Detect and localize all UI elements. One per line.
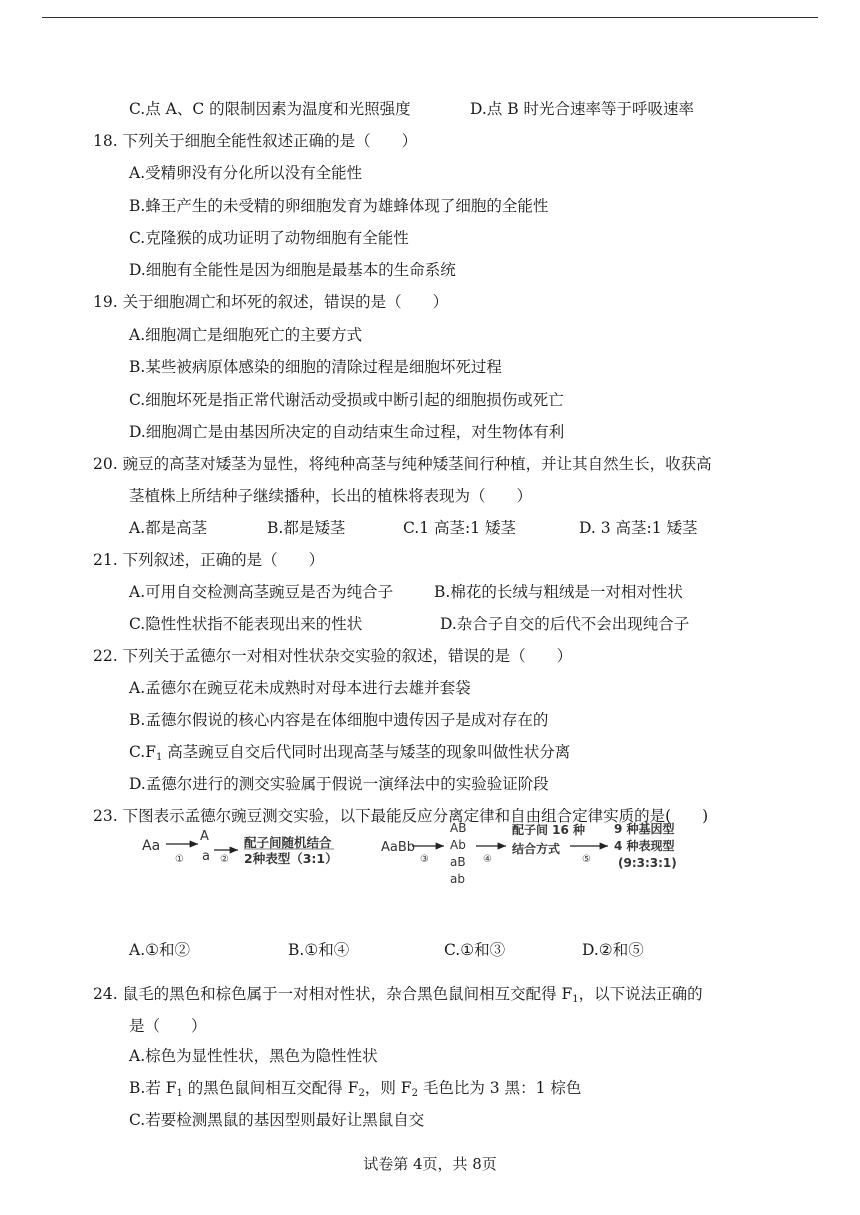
q22-option-d: D.孟德尔进行的测交实验属于假说一演绎法中的实验验证阶段 bbox=[129, 775, 549, 793]
result-2-line3: (9:3:3:1) bbox=[618, 856, 677, 870]
q22-option-c: $C.F_1$ 高茎豌豆自交后代同时出现高茎与矮茎的现象叫做性状分离 bbox=[129, 743, 571, 763]
step-5-label: ⑤ bbox=[582, 854, 591, 865]
gamete-ab-3: aB bbox=[450, 855, 466, 869]
q20-stem-line2: 茎植株上所结种子继续播种，长出的植株将表现为（ ） bbox=[129, 487, 533, 505]
q23-option-a: A.①和② bbox=[129, 941, 191, 959]
q20-option-c: C.1 高茎:1 矮茎 bbox=[403, 519, 517, 537]
q23-option-c: C.①和③ bbox=[444, 941, 506, 959]
q18-option-a: A.受精卵没有分化所以没有全能性 bbox=[129, 164, 363, 182]
genotype-aa: Aa bbox=[142, 838, 161, 854]
q20-option-d: D. 3 高茎:1 矮茎 bbox=[579, 519, 698, 537]
q24-option-b: B.若 $F_1$ 的黑色鼠间相互交配得 $F_2$，则 $F_2$ 毛色比为 3 黑：1 棕色 bbox=[129, 1079, 582, 1099]
q19-option-a: A.细胞凋亡是细胞死亡的主要方式 bbox=[129, 326, 363, 344]
q21-stem: 21. 下列叙述，正确的是（ ） bbox=[93, 551, 325, 569]
q19-option-c: C.细胞坏死是指正常代谢活动受损或中断引起的细胞损伤或死亡 bbox=[129, 391, 564, 409]
q21-option-a: A.可用自交检测高茎豌豆是否为纯合子 bbox=[129, 583, 394, 601]
q18-option-d: D.细胞有全能性是因为细胞是最基本的生命系统 bbox=[129, 261, 456, 279]
q21-option-b: B.棉花的长绒与粗绒是一对相对性状 bbox=[434, 583, 683, 601]
genotype-aabb: AaBb bbox=[381, 840, 416, 855]
q24-stem-line2: 是（ ） bbox=[129, 1017, 207, 1035]
q17-option-c: C.点 A、C 的限制因素为温度和光照强度 bbox=[129, 100, 411, 118]
q24-option-a: A.棕色为显性性状，黑色为隐性性状 bbox=[129, 1047, 378, 1065]
q23-option-b: B.①和④ bbox=[288, 941, 350, 959]
result-1-line2: 2种表型（3:1） bbox=[244, 851, 338, 866]
q21-option-d: D.杂合子自交的后代不会出现纯合子 bbox=[440, 615, 690, 633]
step-1-label: ① bbox=[175, 854, 184, 865]
q20-option-a: A.都是高茎 bbox=[129, 519, 208, 537]
q24-option-c: C.若要检测黑鼠的基因型则最好让黑鼠自交 bbox=[129, 1111, 425, 1129]
q22-stem: 22. 下列关于孟德尔一对相对性状杂交实验的叙述，错误的是（ ） bbox=[93, 647, 573, 665]
q24-stem-line1: 24. 鼠毛的黑色和棕色属于一对相对性状，杂合黑色鼠间相互交配得 $F_1$，以下说法正确的 bbox=[93, 985, 703, 1005]
q19-option-d: D.细胞凋亡是由基因所决定的自动结束生命过程，对生物体有利 bbox=[129, 423, 565, 441]
step-4-label: ④ bbox=[483, 854, 492, 865]
gamete-a-lower: a bbox=[202, 849, 210, 864]
header-rule bbox=[42, 17, 818, 18]
q18-stem: 18. 下列关于细胞全能性叙述正确的是（ ） bbox=[93, 132, 418, 150]
result-2-line2: 4 种表现型 bbox=[614, 839, 675, 853]
gamete-ab-4: ab bbox=[450, 872, 465, 886]
gamete-ab-2: Ab bbox=[450, 838, 466, 852]
q20-option-b: B.都是矮茎 bbox=[267, 519, 346, 537]
q23-option-d: D.②和⑤ bbox=[582, 941, 644, 959]
result-1-line1: 配子间随机结合 bbox=[244, 835, 332, 850]
gamete-a-upper: A bbox=[200, 829, 209, 844]
step-2-label: ② bbox=[220, 854, 229, 865]
q20-stem-line1: 20. 豌豆的高茎对矮茎为显性，将纯种高茎与纯种矮茎间行种植，并让其自然生长，收获高 bbox=[93, 455, 712, 473]
q18-option-c: C.克隆猴的成功证明了动物细胞有全能性 bbox=[129, 229, 409, 247]
q17-option-d: D.点 B 时光合速率等于呼吸速率 bbox=[470, 100, 695, 118]
middle-line1: 配子间 16 种 bbox=[512, 823, 586, 837]
q19-stem: 19. 关于细胞凋亡和坏死的叙述，错误的是（ ） bbox=[93, 293, 449, 311]
result-2-line1: 9 种基因型 bbox=[614, 822, 675, 836]
q22-option-a: A.孟德尔在豌豆花未成熟时对母本进行去雄并套袋 bbox=[129, 679, 471, 697]
page-footer: 试卷第 4页，共 8页 bbox=[363, 1155, 497, 1173]
testcross-diagram bbox=[140, 820, 700, 892]
q19-option-b: B.某些被病原体感染的细胞的清除过程是细胞坏死过程 bbox=[129, 358, 502, 376]
q21-option-c: C.隐性性状指不能表现出来的性状 bbox=[129, 615, 363, 633]
step-3-label: ③ bbox=[420, 854, 429, 865]
q23-stem: 23. 下图表示孟德尔豌豆测交实验，以下最能反应分离定律和自由组合定律实质的是( ) bbox=[93, 807, 709, 825]
middle-line2: 结合方式 bbox=[512, 842, 561, 856]
q18-option-b: B.蜂王产生的未受精的卵细胞发育为雄蜂体现了细胞的全能性 bbox=[129, 197, 549, 215]
q22-option-b: B.孟德尔假说的核心内容是在体细胞中遗传因子是成对存在的 bbox=[129, 711, 549, 729]
gamete-ab-1: AB bbox=[450, 821, 467, 835]
